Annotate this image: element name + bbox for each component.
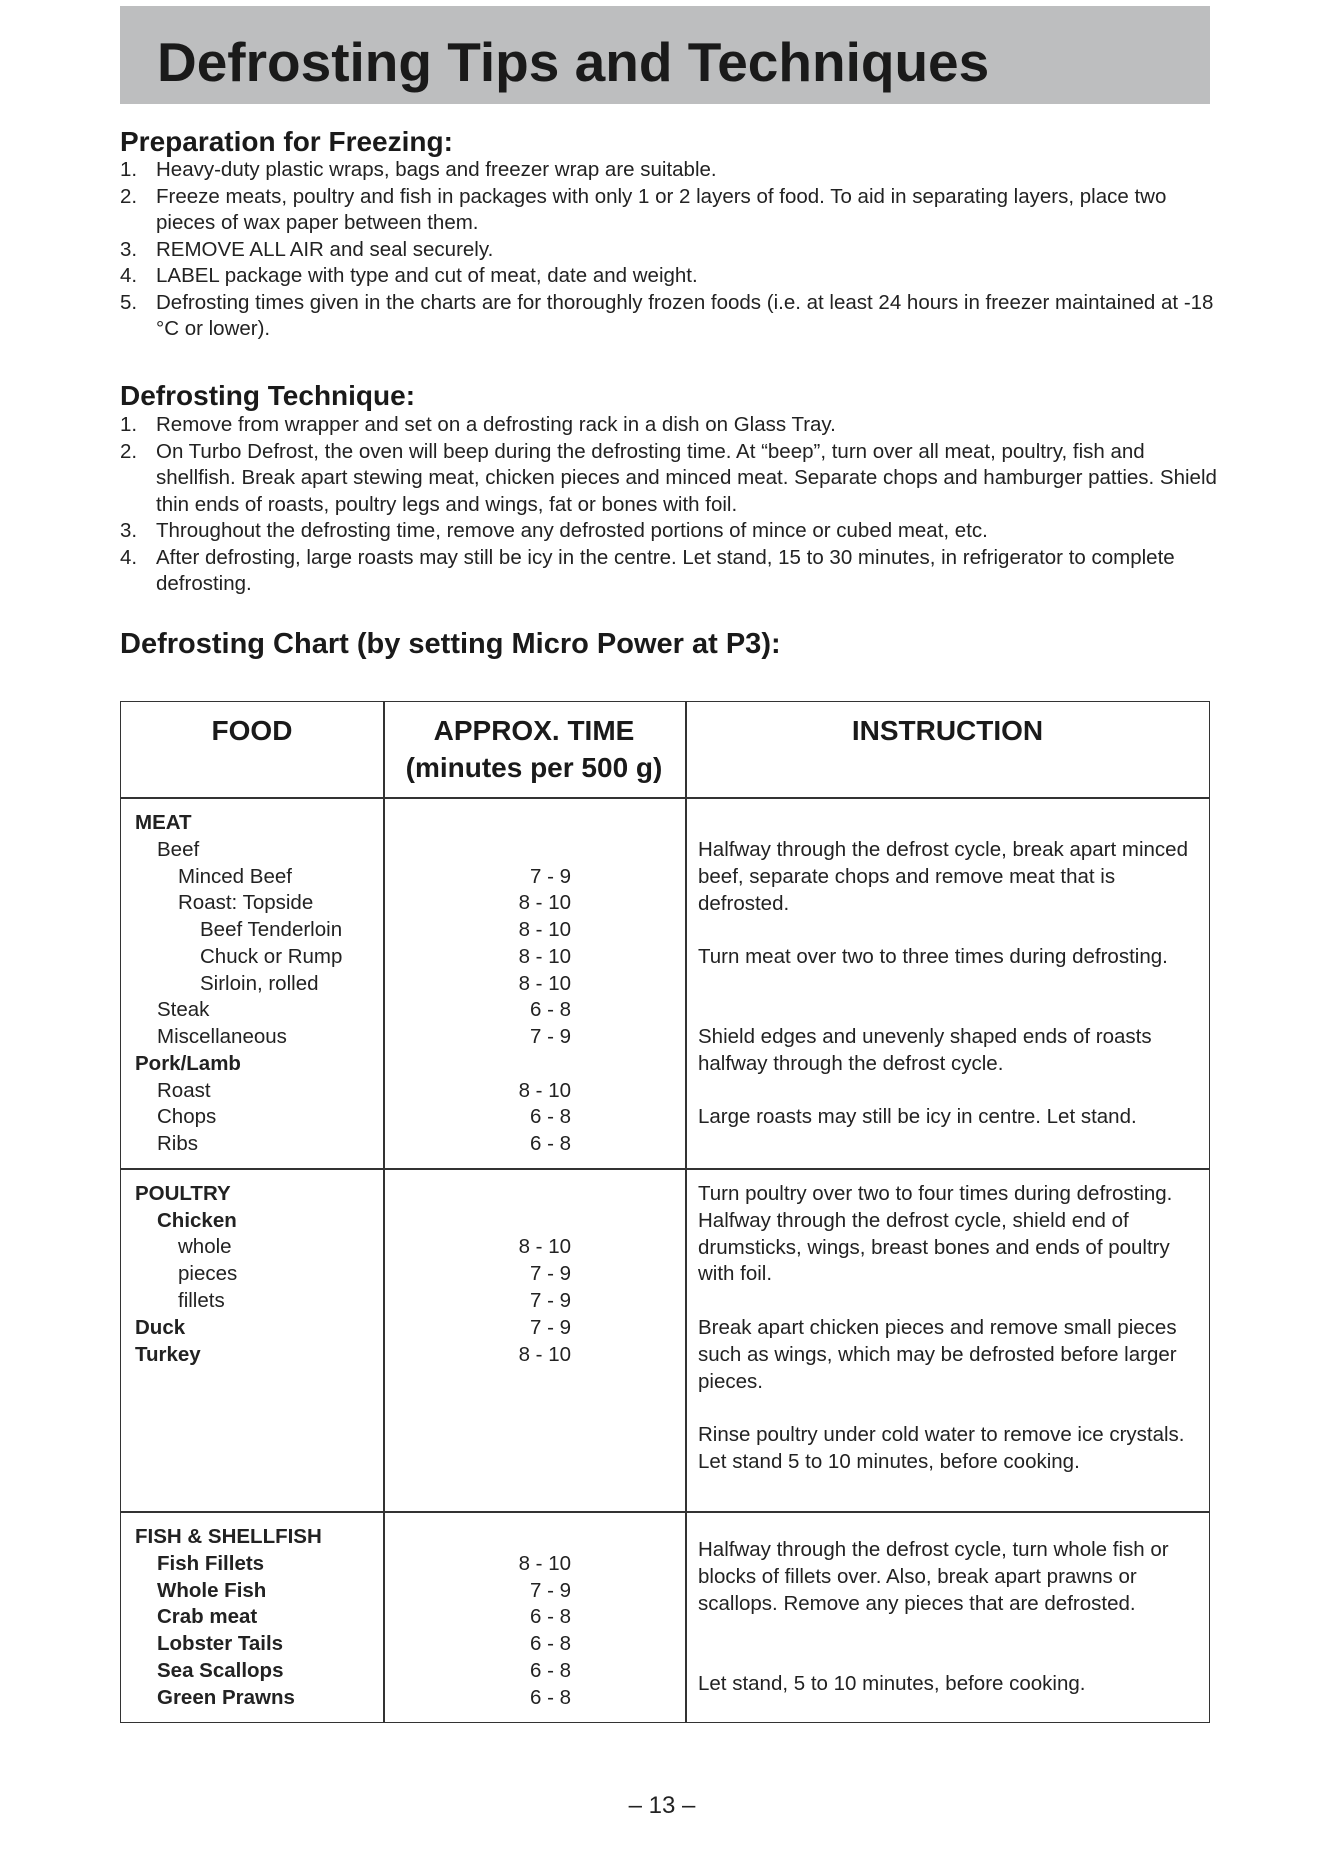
instruction-text: Let stand, 5 to 10 minutes, before cooking. [698,1672,1086,1695]
food-item: Duck [135,1316,186,1339]
time-value: 7 - 9 [529,1579,571,1602]
list-item [120,290,1220,343]
food-item: fillets [178,1289,225,1312]
time-value: 6 - 8 [529,1605,571,1628]
food-item: Turkey [135,1343,201,1366]
header-time-line1: APPROX. TIME [433,715,635,746]
time-value: 8 - 10 [518,1079,571,1102]
instruction-text: Rinse poultry under cold water to remove ice crystals. Let stand 5 to 10 minutes, before cooking. [698,1423,1185,1473]
list-item [120,518,1220,545]
row-divider [121,1168,1209,1170]
food-subcategory: Beef [157,838,200,861]
column-divider [685,702,687,1722]
item-number: 1. [120,413,138,436]
instruction-text: Large roasts may still be icy in centre. Let stand. [698,1105,1137,1128]
list-item [120,237,1220,264]
item-text: Defrosting times given in the charts are for thoroughly frozen foods (i.e. at least 24 hours in freezer maintained at -18 °C or lower). [156,290,1214,340]
food-category: POULTRY [135,1182,231,1205]
food-subcategory: Pork/Lamb [135,1052,241,1075]
list-item [120,412,1220,439]
prep-heading: Preparation for Freezing: [120,126,453,157]
item-number: 2. [120,439,138,463]
time-value: 8 - 10 [518,918,571,941]
instruction-text: Shield edges and unevenly shaped ends of roasts halfway through the defrost cycle. [698,1025,1152,1075]
instruction-text: Turn meat over two to three times during defrosting. [698,945,1168,968]
food-item: Sirloin, rolled [200,972,319,995]
time-value: 8 - 10 [518,972,571,995]
item-number: 5. [120,290,138,314]
time-value: 8 - 10 [518,1235,571,1258]
food-item: Miscellaneous [157,1025,287,1048]
food-item: Chops [157,1105,217,1128]
item-number: 3. [120,519,138,542]
instruction-text: Halfway through the defrost cycle, turn whole fish or blocks of fillets over. Also, break apart prawns or scallops. Remove any pieces that are defrosted. [698,1538,1169,1615]
food-item: Roast: Topside [178,891,314,914]
item-number: 4. [120,264,138,287]
food-item: Chuck or Rump [200,945,343,968]
item-text: REMOVE ALL AIR and seal securely. [156,237,494,261]
time-value: 6 - 8 [529,1132,571,1155]
prep-list [120,157,1220,343]
technique-list [120,412,1220,598]
food-item: Green Prawns [157,1686,295,1709]
time-value: 6 - 8 [529,1105,571,1128]
technique-heading: Defrosting Technique: [120,380,416,411]
time-value: 7 - 9 [529,1025,571,1048]
food-item: Fish Fillets [157,1552,265,1575]
item-text: Throughout the defrosting time, remove any defrosted portions of mince or cubed meat, etc. [156,519,988,542]
time-value: 8 - 10 [518,1552,571,1575]
item-text: On Turbo Defrost, the oven will beep during the defrosting time. At “beep”, turn over all meat, poultry, fish and shellfish. Break apart stewing meat, chicken pieces and minced meat. Separate chops and hamburger patties. Shield thin ends of roasts, poultry legs and wings, fat or bones with foil. [156,439,1217,516]
time-value: 7 - 9 [529,1289,571,1312]
page-title: Defrosting Tips and Techniques [157,31,990,93]
instruction-text: Halfway through the defrost cycle, break apart minced beef, separate chops and remove meat that is defrosted. [698,838,1188,915]
time-value: 8 - 10 [518,945,571,968]
header-instruction: INSTRUCTION [851,715,1044,746]
time-value: 6 - 8 [529,998,571,1021]
item-text: Remove from wrapper and set on a defrosting rack in a dish on Glass Tray. [156,413,836,436]
food-item: Steak [157,998,210,1021]
time-value: 7 - 9 [529,1316,571,1339]
list-item [120,263,1220,290]
item-number: 3. [120,237,138,261]
instruction-text: Break apart chicken pieces and remove small pieces such as wings, which may be defrosted before larger pieces. [698,1316,1177,1393]
item-number: 1. [120,158,138,181]
time-value: 6 - 8 [529,1686,571,1709]
food-category: FISH & SHELLFISH [135,1525,322,1548]
food-item: Lobster Tails [157,1632,284,1655]
food-item: whole [178,1235,232,1258]
item-number: 2. [120,184,138,208]
item-number: 4. [120,545,138,569]
food-item: pieces [178,1262,238,1285]
list-item [120,157,1220,184]
header-time-line2: (minutes per 500 g) [405,752,663,783]
food-category: MEAT [135,811,192,834]
row-divider [121,1511,1209,1513]
header-time [383,712,685,786]
instruction-text: Turn poultry over two to four times during defrosting. Halfway through the defrost cycle, shield end of drumsticks, wings, breast bones and ends of poultry with foil. [698,1182,1173,1286]
list-item [120,184,1220,237]
food-item: Whole Fish [157,1579,267,1602]
row-divider [121,797,1209,799]
chart-title: Defrosting Chart (by setting Micro Power at P3): [120,628,781,660]
food-item: Roast [157,1079,211,1102]
item-text: Heavy-duty plastic wraps, bags and freezer wrap are suitable. [156,158,717,181]
food-item: Beef Tenderloin [200,918,343,941]
list-item [120,545,1220,598]
item-text: LABEL package with type and cut of meat, date and weight. [156,264,698,287]
header-food: FOOD [211,715,293,746]
time-value: 6 - 8 [529,1659,571,1682]
defrosting-table [120,701,1210,1723]
food-subcategory: Chicken [157,1209,237,1232]
page-number: – 13 – [628,1792,696,1819]
time-value: 8 - 10 [518,891,571,914]
time-value: 6 - 8 [529,1632,571,1655]
food-item: Sea Scallops [157,1659,284,1682]
title-banner [120,6,1210,104]
food-item: Minced Beef [178,865,292,888]
time-value: 8 - 10 [518,1343,571,1366]
food-item: Crab meat [157,1605,258,1628]
list-item [120,439,1220,519]
time-value: 7 - 9 [529,865,571,888]
item-text: Freeze meats, poultry and fish in packages with only 1 or 2 layers of food. To aid in separating layers, place two pieces of wax paper between them. [156,184,1167,234]
food-item: Ribs [157,1132,199,1155]
item-text: After defrosting, large roasts may still be icy in the centre. Let stand, 15 to 30 minutes, in refrigerator to complete defrosting. [156,545,1175,595]
time-value: 7 - 9 [529,1262,571,1285]
